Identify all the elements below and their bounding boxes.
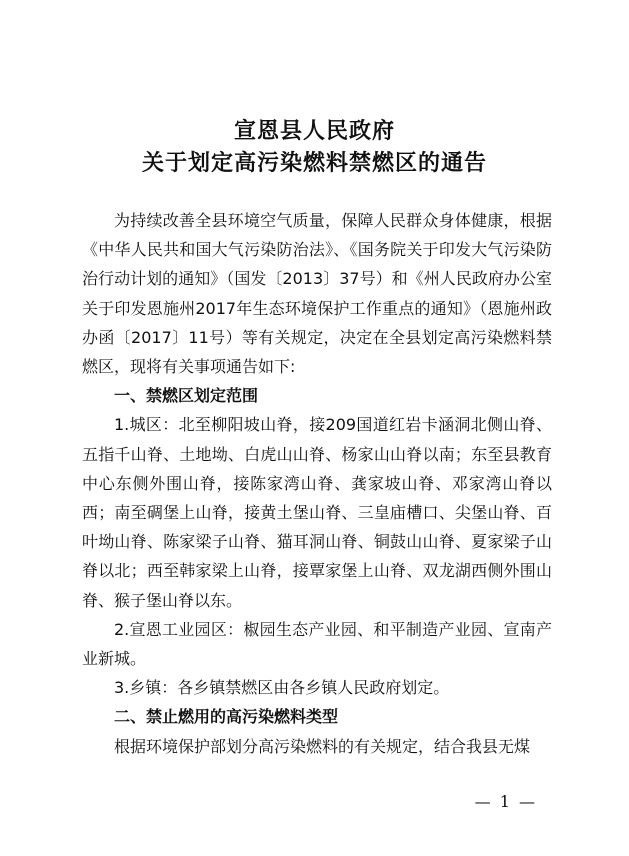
page-number: — 1 — bbox=[474, 792, 537, 811]
document-body bbox=[82, 206, 552, 761]
document-title-line-2: 关于划定高污染燃料禁燃区的通告 bbox=[141, 150, 487, 176]
section-1-item-1: 1.城区：北至柳阳坡山脊，接209国道红岩卡涵洞北侧山脊、五指千山脊、土地坳、白虎山山脊、杨家山山脊以南；东至县教育中心东侧外围山脊，接陈家湾山脊、龚家坡山脊、邓家湾山脊以西；南至碉堡上山脊，接黄土堡山脊、三皇庙槽口、尖堡山脊、百叶坳山脊、陈家梁子山脊、猫耳洞山脊、铜鼓山山脊、夏家梁子山脊以北；西至韩家梁上山脊，接覃家堡上山脊、双龙湖西侧外围山脊、猴子堡山脊以东。 bbox=[82, 415, 552, 610]
section-2-heading: 二、禁止燃用的高污染燃料类型 bbox=[114, 707, 339, 727]
section-2-text: 根据环境保护部划分高污染燃料的有关规定，结合我县无煤 bbox=[114, 736, 531, 756]
document-title-line-1: 宣恩县人民政府 bbox=[233, 118, 395, 144]
section-1-item-2: 2.宣恩工业园区：椒园生态产业园、和平制造产业园、宣南产业新城。 bbox=[82, 619, 552, 669]
intro-paragraph: 为持续改善全县环境空气质量，保障人民群众身体健康，根据《中华人民共和国大气污染防治法》、《国务院关于印发大气污染防治行动计划的通知》（国发〔2013〕37号）和《州人民政府办公室关于印发恩施州2017年生态环境保护工作重点的通知》（恩施州政办函〔2017〕11号）等有关规定，决定在全县划定高污染燃料禁燃区，现将有关事项通告如下: bbox=[82, 211, 552, 377]
section-1-item-3: 3.乡镇：各乡镇禁燃区由各乡镇人民政府划定。 bbox=[114, 678, 450, 698]
section-1-heading: 一、禁燃区划定范围 bbox=[114, 386, 259, 406]
